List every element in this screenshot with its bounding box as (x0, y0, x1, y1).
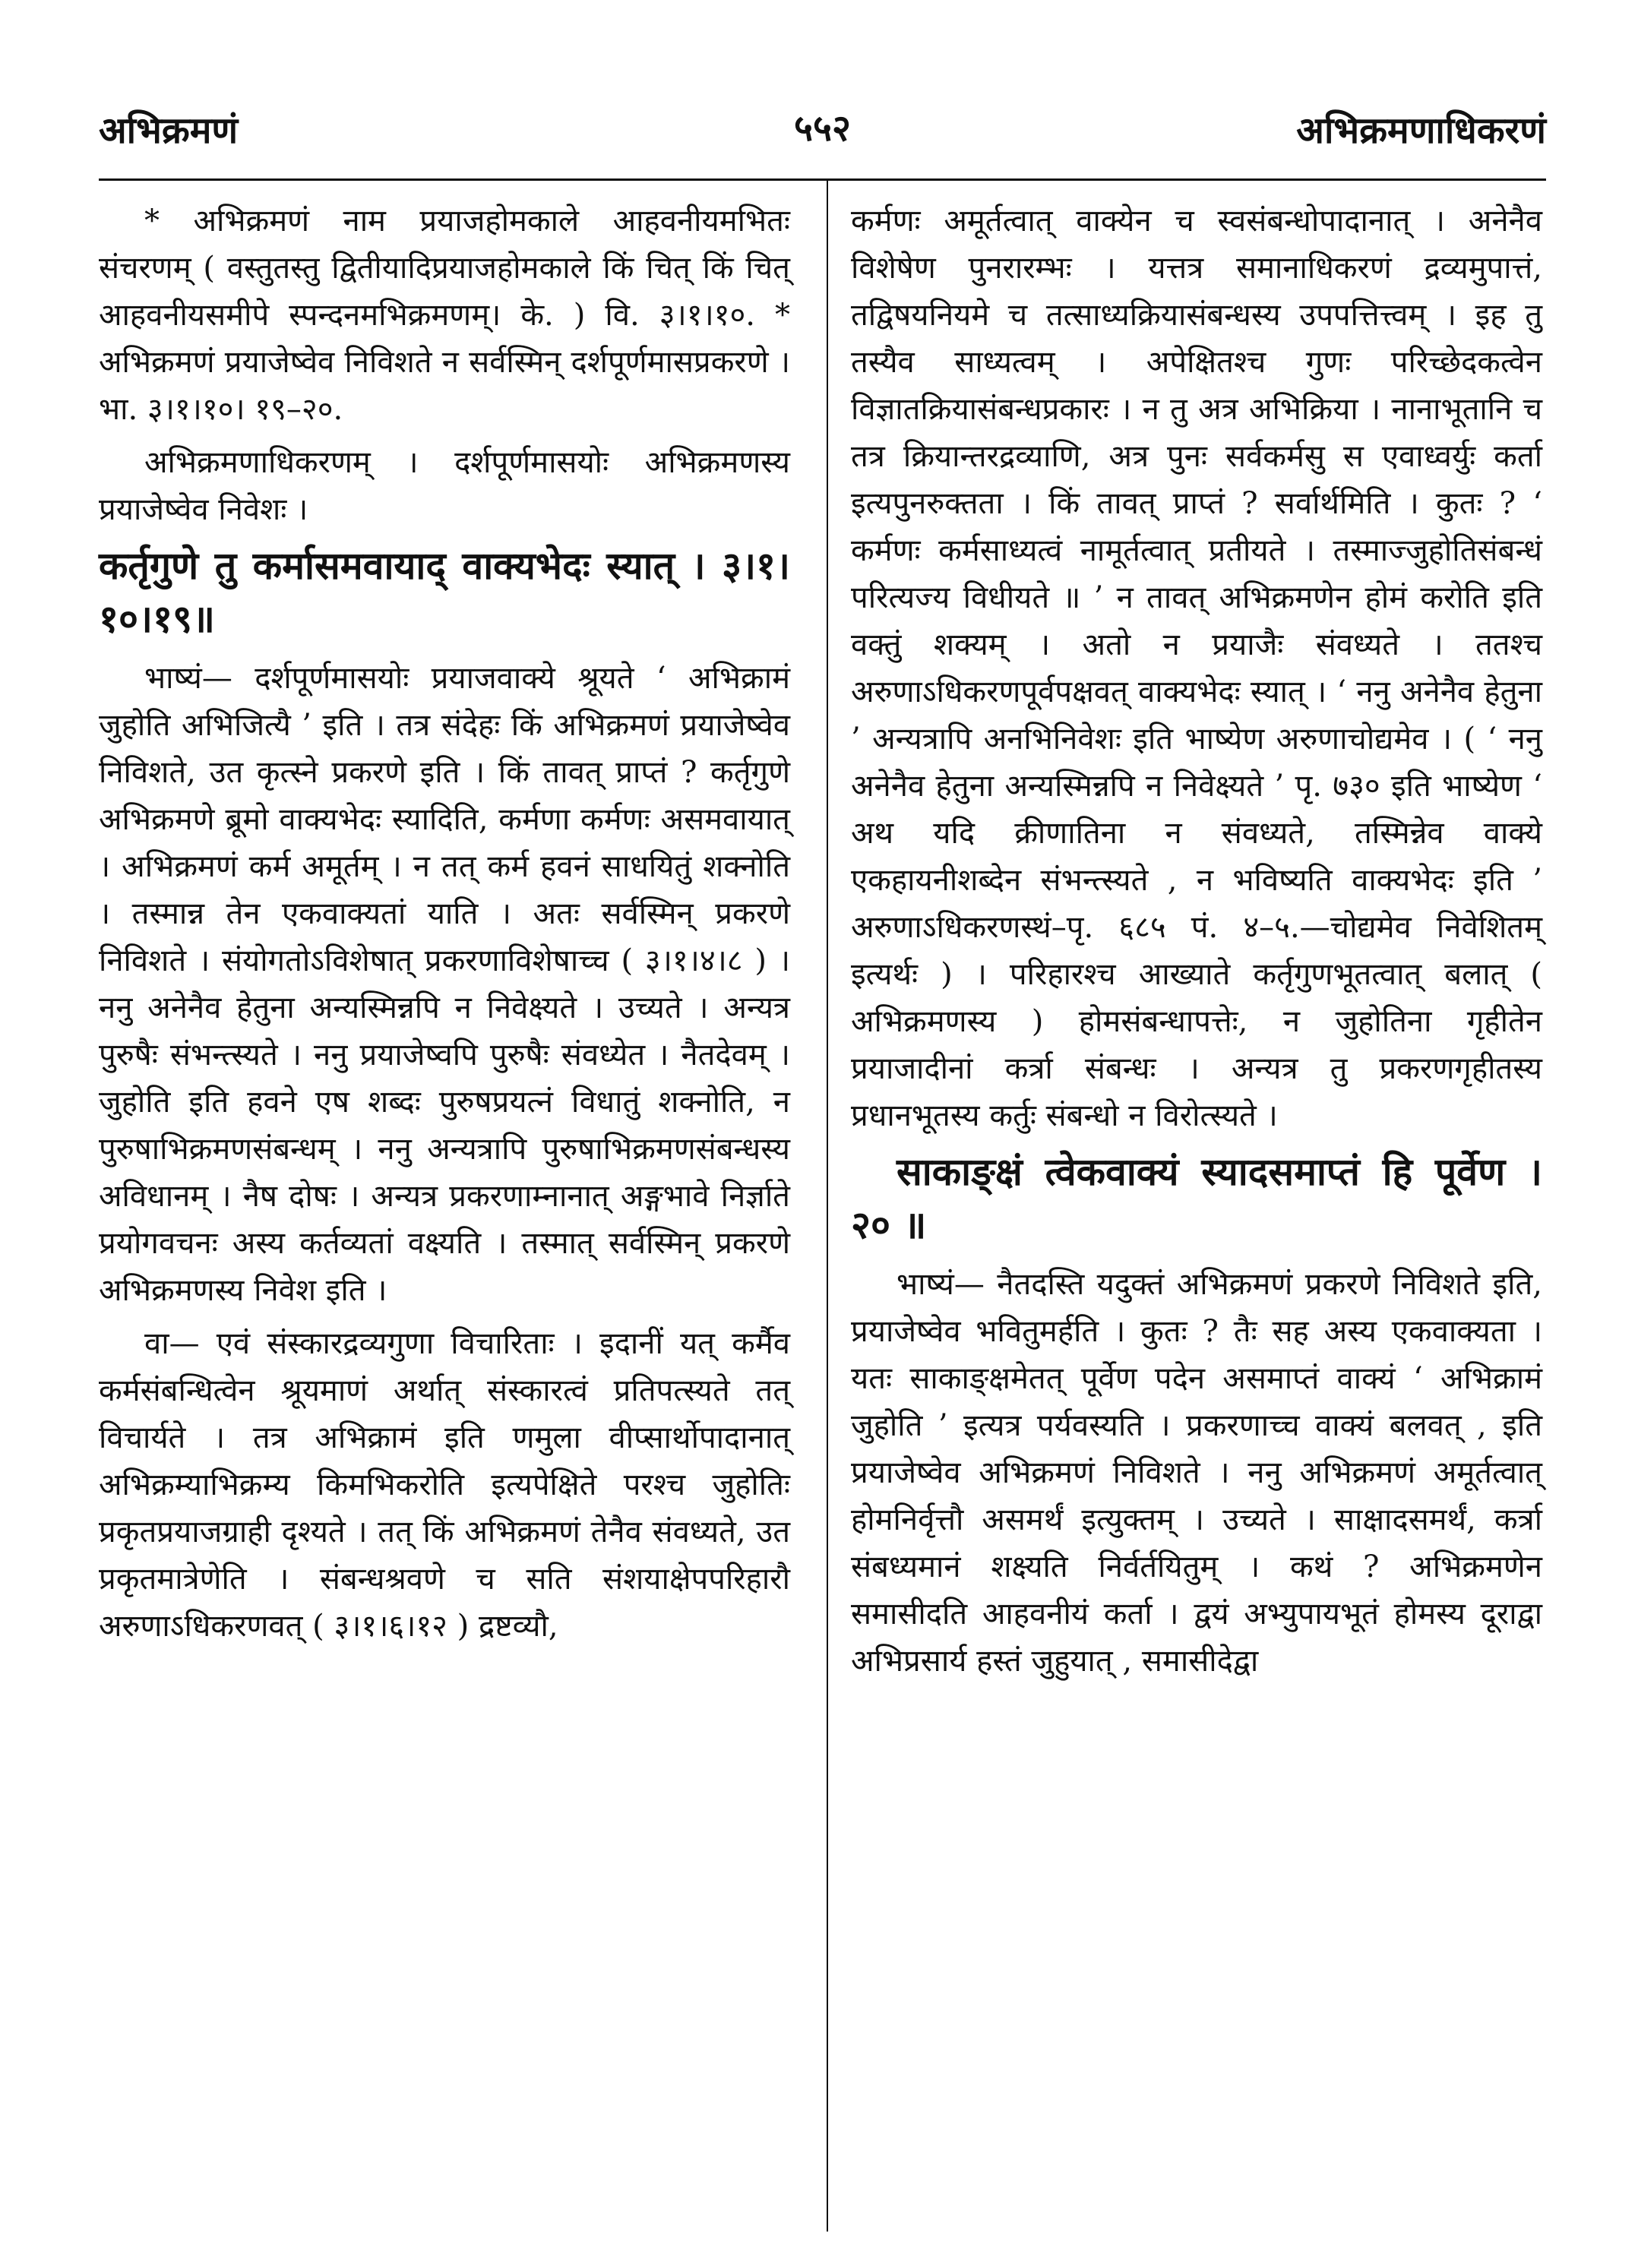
header-right: अभिक्रमणाधिकरणं (1296, 109, 1546, 152)
column-divider (827, 181, 828, 2232)
sutra-19: कर्तृगुणे तु कर्मासमवायाद् वाक्यभेदः स्यात् । ३।१।१०।१९॥ (99, 543, 790, 641)
section-heading: अभिक्रमणाधिकरणम् । दर्शपूर्णमासयोः अभिक्रमणस्य प्रयाजेष्वेव निवेशः । (99, 445, 790, 527)
continued-paragraph: कर्मणः अमूर्तत्वात् वाक्येन च स्वसंबन्धोपादानात् । अनेनैव विशेषेण पुनरारम्भः । यत्तत्र समानाधिकरणं द्रव्यमुपात्तं, तद्विषयनियमे च तत्साध्यक्रियासंबन्धस्य उपपत्तित्त्वम् । इह तु तस्यैव साध्यत्वम् । अपेक्षितश्च गुणः परिच्छेदकत्वेन विज्ञातक्रियासंबन्धप्रकारः । न तु अत्र अभिक्रिया । नानाभूतानि च तत्र क्रियान्तरद्रव्याणि, अत्र पुनः सर्वकर्मसु स एवाध्वर्युः कर्ता इत्यपुनरुक्तता । किं तावत् प्राप्तं ? सर्वार्थमिति । कुतः ? ‘ कर्मणः कर्मसाध्यत्वं नामूर्तत्वात् प्रतीयते । तस्माज्जुहोतिसंबन्धं परित्यज्य विधीयते ॥ ’ न तावत् अभिक्रमणेन होमं करोति इति वक्तुं शक्यम् । अतो न प्रयाजैः संवध्यते । ततश्च अरुणाऽधिकरणपूर्वपक्षवत् वाक्यभेदः स्यात् । ‘ ननु अनेनैव हेतुना ’ अन्यत्रापि अनभिनिवेशः इति भाष्येण अरुणाचोद्यमेव । ( ‘ ननु अनेनैव हेतुना अन्यस्मिन्नपि न निवेक्ष्यते ’ पृ. ७३० इति भाष्येण ‘ अथ यदि क्रीणातिना न संवध्यते, तस्मिन्नेव वाक्ये एकहायनीशब्देन संभन्त्स्यते , न भविष्यति वाक्यभेदः इति ’ अरुणाऽधिकरणस्थं–पृ. ६८५ पं. ४–५.—चोद्यमेव निवेशितम् इत्यर्थः ) । परिहारश्च आख्याते कर्तृगुणभूतत्वात् बलात् ( अभिक्रमणस्य ) होमसंबन्धापत्तेः, न जुहोतिना गृहीतेन प्रयाजादीनां कर्त्रा संबन्धः । अन्यत्र तु प्रकरणगृहीतस्य प्रधानभूतस्य कर्तुः संबन्धो न विरोत्स्यते । (851, 204, 1542, 1133)
bhashya-20-paragraph: भाष्यं— नैतदस्ति यदुक्तं अभिक्रमणं प्रकरणे निविशते इति, प्रयाजेष्वेव भवितुमर्हति । कुतः ? तैः सह अस्य एकवाक्यता । यतः साकाङ्क्षमेतत् पूर्वेण पदेन असमाप्तं वाक्यं ‘ अभिक्रामं जुहोति ’ इत्यत्र पर्यवस्यति । प्रकरणाच्च वाक्यं बलवत् , इति प्रयाजेष्वेव अभिक्रमणं निविशते । ननु अभिक्रमणं अमूर्तत्वात् होमनिर्वृत्तौ असमर्थं इत्युक्तम् । उच्यते । साक्षादसमर्थं, कर्त्रा संबध्यमानं शक्ष्यति निर्वर्तयितुम् । कथं ? अभिक्रमणेन समासीदति आहवनीयं कर्ता । द्वयं अभ्युपायभूतं होमस्य दूराद्वा अभिप्रसार्य हस्तं जुहुयात् , समासीदेद्वा (851, 1267, 1542, 1679)
page-number: ५५२ (794, 107, 851, 150)
sutra-20: साकाङ्क्षं त्वेकवाक्यं स्यादसमाप्तं हि पूर्वेण । २० ॥ (851, 1149, 1542, 1247)
bhashya-paragraph: भाष्यं— दर्शपूर्णमासयोः प्रयाजवाक्ये श्रूयते ‘ अभिक्रामं जुहोति अभिजित्यै ’ इति । तत्र संदेहः किं अभिक्रमणं प्रयाजेष्वेव निविशते, उत कृत्स्ने प्रकरणे इति । किं तावत् प्राप्तं ? कर्तृगुणे अभिक्रमणे ब्रूमो वाक्यभेदः स्यादिति, कर्मणा कर्मणः असमवायात् । अभिक्रमणं कर्म अमूर्तम् । न तत् कर्म हवनं साधयितुं शक्नोति । तस्मान्न तेन एकवाक्यतां याति । अतः सर्वस्मिन् प्रकरणे निविशते । संयोगतोऽविशेषात् प्रकरणाविशेषाच्च ( ३।१।४।८ ) । ननु अनेनैव हेतुना अन्यस्मिन्नपि न निवेक्ष्यते । उच्यते । अन्यत्र पुरुषैः संभन्त्स्यते । ननु प्रयाजेष्वपि पुरुषैः संवध्येत । नैतदेवम् । जुहोति इति हवने एष शब्दः पुरुषप्रयत्नं विधातुं शक्नोति, न पुरुषाभिक्रमणसंबन्धम् । ननु अन्यत्रापि पुरुषाभिक्रमणसंबन्धस्य अविधानम् । नैष दोषः । अन्यत्र प्रकरणाम्नानात् अङ्गभावे निर्ज्ञाते प्रयोगवचनः अस्य कर्तव्यतां वक्ष्यति । तस्मात् सर्वस्मिन् प्रकरणे अभिक्रमणस्य निवेश इति । (99, 661, 790, 1308)
left-column (99, 197, 790, 1656)
entry-paragraph: * अभिक्रमणं नाम प्रयाजहोमकाले आहवनीयमभितः संचरणम् ( वस्तुतस्तु द्वितीयादिप्रयाजहोमकाले किं चित् किं चित् आहवनीयसमीपे स्पन्दनमभिक्रमणम्। के. ) वि. ३।१।१०. * अभिक्रमणं प्रयाजेष्वेव निविशते न सर्वस्मिन् दर्शपूर्णमासप्रकरणे । भा. ३।१।१०। १९–२०. (99, 204, 790, 427)
running-header (99, 91, 1546, 160)
header-left: अभिक्रमणं (99, 109, 239, 152)
vartika-paragraph: वा— एवं संस्कारद्रव्यगुणा विचारिताः । इदानीं यत् कर्मैव कर्मसंबन्धित्वेन श्रूयमाणं अर्थात् संस्कारत्वं प्रतिपत्स्यते तत् विचार्यते । तत्र अभिक्रामं इति णमुला वीप्सार्थोपादानात् अभिक्रम्याभिक्रम्य किमभिकरोति इत्यपेक्षिते परश्च जुहोतिः प्रकृतप्रयाजग्राही दृश्यते । तत् किं अभिक्रमणं तेनैव संवध्यते, उत प्रकृतमात्रेणेति । संबन्धश्रवणे च सति संशयाक्षेपपरिहारौ अरुणाऽधिकरणवत् ( ३।१।६।१२ ) द्रष्टव्यौ, (99, 1326, 790, 1644)
header-rule (99, 178, 1546, 181)
right-column (851, 197, 1542, 1691)
